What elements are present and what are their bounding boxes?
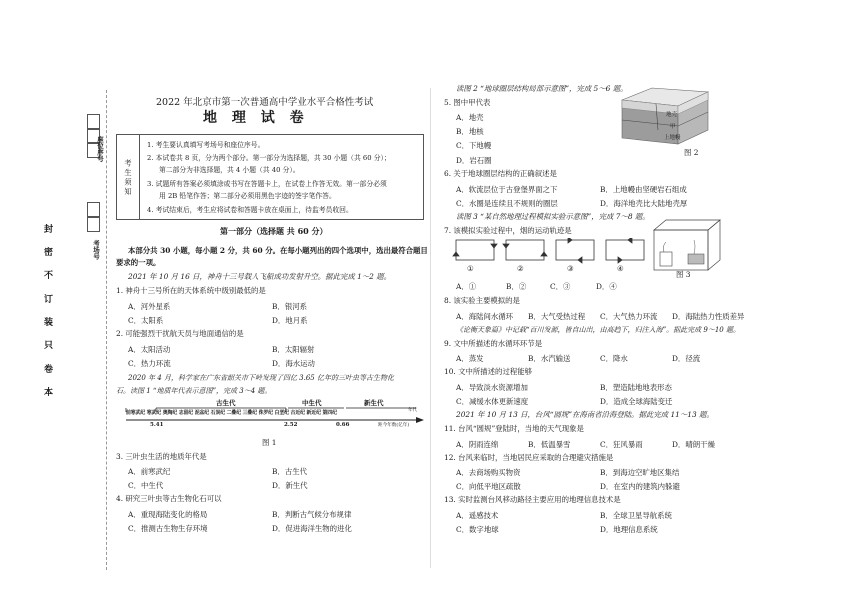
- subject-title: 地 理 试 卷: [203, 110, 309, 126]
- seal-char: 只: [44, 341, 54, 351]
- note-line: 3. 试题所有答案必须填涂或书写在答题卡上，在试卷上作答无效。第一部分必须: [147, 180, 387, 188]
- column-divider: [430, 88, 431, 568]
- option-1a[interactable]: A．河外星系: [128, 302, 171, 311]
- option-5b[interactable]: B．地核: [456, 127, 484, 136]
- option-12c[interactable]: C．向低平地区疏散: [456, 482, 521, 491]
- option-11a[interactable]: A．阴雨连绵: [456, 440, 499, 449]
- option-6a[interactable]: A．软流层位于古登堡界面之下: [456, 185, 558, 194]
- diagram-label: ①: [467, 264, 474, 273]
- question-10: 10. 文中所描述的过程能够: [444, 367, 533, 376]
- option-4b[interactable]: B．判断古气候分布规律: [272, 510, 352, 519]
- option-9c[interactable]: C．降水: [600, 354, 628, 363]
- tick-label: 0.66: [336, 422, 350, 428]
- option-2d[interactable]: D．海水运动: [272, 359, 315, 368]
- geologic-timeline-figure: [116, 398, 432, 438]
- smoke-path-diagrams: [452, 238, 648, 264]
- option-3b[interactable]: B．古生代: [272, 467, 307, 476]
- tick-label: 5.41: [150, 422, 164, 428]
- option-4d[interactable]: D．促进海洋生物的进化: [272, 524, 352, 533]
- option-3c[interactable]: C．中生代: [128, 481, 164, 490]
- option-4c[interactable]: C．推测古生物生存环境: [128, 524, 208, 533]
- option-13d[interactable]: D．地理信息系统: [600, 525, 658, 534]
- option-8b[interactable]: B．大气受热过程: [528, 312, 586, 321]
- context-text: 2021 年 10 月 16 日，神舟十三号载人飞船成功发射升空。据此完成 1～2 题。: [128, 272, 392, 281]
- question-7: 7. 该模拟实验过程中，烟的运动轨迹是: [444, 226, 572, 235]
- option-7a[interactable]: A．①: [456, 282, 477, 291]
- option-5a[interactable]: A．地壳: [456, 113, 484, 122]
- exam-title: 2022 年北京市第一次普通高中学业水平合格性考试: [156, 97, 374, 108]
- figure-1-caption: 图 1: [262, 438, 277, 447]
- note-line: 用 2B 铅笔作答；第二部分必须用黑色字迹的签字笔作答。: [159, 192, 336, 200]
- context-text: 2020 年 4 月，科学家在广东省韶关市下岭发现了四亿 3.65 亿年的三叶虫等古生物化: [128, 374, 394, 382]
- question-9: 9. 文中所描述的水循环环节是: [444, 339, 543, 348]
- option-10c[interactable]: C．减缓水体更新速度: [456, 397, 529, 406]
- fig2-label: 上地幔: [664, 135, 681, 141]
- notes-label: 考 生 须 知: [117, 135, 140, 219]
- option-3d[interactable]: D．新生代: [272, 481, 308, 490]
- question-3: 3. 三叶虫生活的地质年代是: [116, 452, 207, 461]
- diagram-label: ②: [517, 264, 524, 273]
- note-line: 4. 考试结束后，考生应将试卷和答题卡放在桌面上，待监考员收回。: [147, 206, 353, 214]
- option-5d[interactable]: D．岩石圈: [456, 156, 492, 165]
- fig2-label: 甲: [670, 124, 676, 130]
- earth-structure-figure: [612, 86, 712, 148]
- era-label: 中生代: [302, 399, 322, 407]
- context-text: 《论衡天象篇》中记载“百川发源，皆自山出，由高趋下，归注入海”。据此完成 9～10 题。: [456, 326, 740, 334]
- option-3a[interactable]: A．前寒武纪: [128, 467, 171, 476]
- option-1c[interactable]: C．太阳系: [128, 316, 164, 325]
- question-2: 2. 可能强烈干扰航天员与地面通信的是: [116, 329, 244, 338]
- option-10a[interactable]: A．导致淡水资源增加: [456, 383, 528, 392]
- seal-char: 不: [44, 271, 54, 281]
- option-10d[interactable]: D．造成全球海陆变迁: [600, 397, 673, 406]
- era-label: 新生代: [364, 399, 384, 407]
- option-6d[interactable]: D．海洋地壳比大陆地壳厚: [600, 199, 688, 208]
- note-line: 1. 考生要认真填写考场号和座位序号。: [147, 141, 265, 149]
- option-2a[interactable]: A．太阳活动: [128, 345, 171, 354]
- figure-2-caption: 图 2: [684, 148, 699, 157]
- option-11c[interactable]: C．狂风暴雨: [600, 440, 643, 449]
- option-9b[interactable]: B．水汽输送: [528, 354, 571, 363]
- part1-instruction: 要求的一项。: [116, 258, 161, 267]
- option-13b[interactable]: B．全球卫星导航系统: [600, 511, 672, 520]
- option-12d[interactable]: D．在室内的建筑内躲避: [600, 482, 680, 491]
- option-8c[interactable]: C．大气热力环流: [600, 312, 658, 321]
- option-1b[interactable]: B．银河系: [272, 302, 307, 311]
- binding-line: [106, 90, 107, 570]
- unit-label: 年代: [408, 408, 417, 413]
- period-labels: 前寒武纪 寒武纪 奥陶纪 志留纪 泥盆纪 石炭纪 二叠纪 三叠纪 侏罗纪 白垩纪 古近纪 新近纪 第四纪: [126, 410, 337, 416]
- context-text: 石。读图 1 “地质年代表示意图”，完成 3～4 题。: [116, 387, 272, 395]
- option-6c[interactable]: C．水圈是连续且不规则的圈层: [456, 199, 558, 208]
- context-text: 2021 年 10 月 13 日，台风“圆规”在海南省沿海登陆。据此完成 11～13 题。: [456, 410, 714, 419]
- option-2c[interactable]: C．热力环流: [128, 359, 171, 368]
- option-2b[interactable]: B．太阳辐射: [272, 345, 315, 354]
- seal-char: 卷: [44, 365, 54, 375]
- option-4a[interactable]: A．重现海陆变化的格局: [128, 510, 208, 519]
- option-8a[interactable]: A．海陆间水循环: [456, 312, 514, 321]
- seat-number-label: 座位序号: [96, 136, 104, 162]
- option-6b[interactable]: B．上地幔由坚硬岩石组成: [600, 185, 687, 194]
- option-13a[interactable]: A．遥感技术: [456, 511, 499, 520]
- tick-label: 2.52: [284, 422, 298, 428]
- seal-char: 密: [44, 248, 54, 258]
- figure-3-caption: 图 3: [676, 270, 691, 279]
- exam-notes: [116, 134, 424, 220]
- question-8: 8. 该实验主要模拟的是: [444, 296, 520, 305]
- exam-room-box: [87, 216, 100, 232]
- note-line: 2. 本试卷共 8 页，分为两个部分。第一部分为选择题，共 30 小题（共 60 分）；: [147, 154, 391, 162]
- diagram-label: ③: [567, 264, 574, 273]
- option-10b[interactable]: B．塑造陆地地表形态: [600, 383, 672, 392]
- fig2-label: 地壳: [666, 112, 678, 118]
- option-13c[interactable]: C．数字地球: [456, 525, 499, 534]
- question-11: 11. 台风“圆规”登陆时，当地的天气现象是: [444, 424, 584, 433]
- diagram-label: ④: [617, 264, 624, 273]
- option-11b[interactable]: B．低温暴雪: [528, 440, 571, 449]
- seal-char: 本: [44, 388, 54, 398]
- option-12b[interactable]: B．到海边空旷地区集结: [600, 468, 680, 477]
- exam-room-label: 考场号: [92, 240, 100, 260]
- era-label: 古生代: [216, 399, 236, 407]
- question-5: 5. 图中甲代表: [444, 98, 491, 107]
- part1-title: 第一部分（选择题 共 60 分）: [220, 226, 328, 236]
- option-5c[interactable]: C．下地幔: [456, 141, 492, 150]
- option-11d[interactable]: D．晴朗干燥: [672, 440, 715, 449]
- option-7c[interactable]: C．③: [550, 282, 571, 291]
- context-text: 读图 3 “某自然地理过程模拟实验示意图”，完成 7～8 题。: [456, 212, 650, 221]
- option-1d[interactable]: D．地月系: [272, 316, 308, 325]
- question-6: 6. 关于地球圈层结构的正确叙述是: [444, 169, 557, 178]
- part1-instruction: 本部分共 30 小题，每小题 2 分，共 60 分。在每小题列出的四个选项中，选出最符合题目: [128, 246, 428, 255]
- option-8d[interactable]: D．海陆热力性质差异: [672, 312, 745, 321]
- experiment-figure: [648, 216, 724, 274]
- question-12: 12. 台风来临时，当地居民应采取的合理避灾措施是: [444, 453, 614, 462]
- question-4: 4. 研究三叶虫等古生物化石可以: [116, 494, 222, 503]
- question-13: 13. 实时监测台风移动路径主要应用的地理信息技术是: [444, 495, 621, 504]
- seal-char: 订: [44, 295, 54, 305]
- seal-char: 装: [44, 318, 54, 328]
- note-line: 第二部分为非选择题，共 4 小题（共 40 分）。: [159, 166, 300, 174]
- option-9a[interactable]: A．蒸发: [456, 354, 484, 363]
- unit-label: 距今年数(亿年): [378, 423, 410, 428]
- option-7b[interactable]: B．②: [506, 282, 527, 291]
- option-12a[interactable]: A．去商场购买物资: [456, 468, 521, 477]
- seal-char: 封: [44, 225, 54, 235]
- context-text: 读图 2 “地球圈层结构局部示意图”，完成 5～6 题。: [456, 84, 628, 93]
- option-7d[interactable]: D．④: [596, 282, 617, 291]
- option-9d[interactable]: D．径流: [672, 354, 701, 363]
- question-1: 1. 神舟十三号所在的天体系统中级别最低的是: [116, 286, 266, 295]
